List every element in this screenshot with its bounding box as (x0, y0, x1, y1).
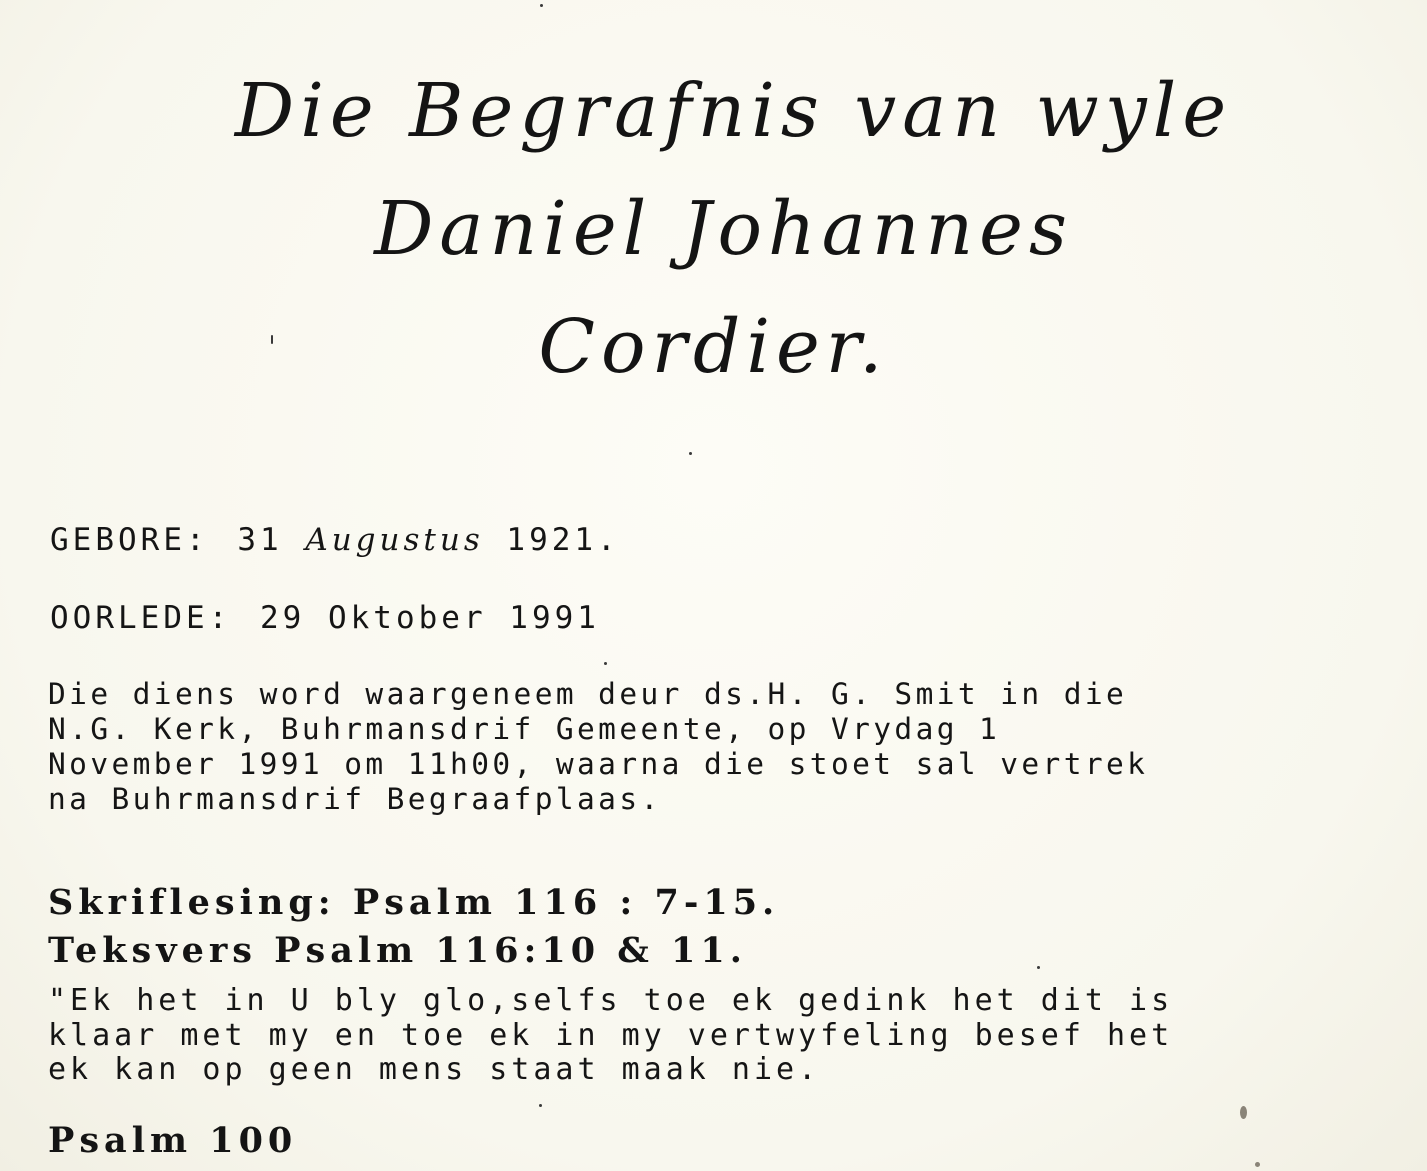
title-line-2: Daniel Johannes (374, 186, 1073, 272)
quote-line: klaar met my en toe ek in my vertwyfeling besef het (48, 1017, 1174, 1053)
born-label: GEBORE: (50, 522, 209, 558)
title-line-3: Cordier. (538, 304, 889, 390)
quote-line: "Ek het in U bly glo,selfs toe ek gedink het dit is (48, 983, 1174, 1018)
scripture-reading: Skriflesing: Psalm 116 : 7-15. (48, 882, 780, 923)
service-line: November 1991 om 11h00, waarna die stoet sal vertrek (48, 747, 1149, 781)
scan-speck (1255, 1162, 1260, 1167)
died-label: OORLEDE: (50, 600, 232, 636)
born-year: 1921. (506, 522, 620, 558)
born-day: 31 (237, 522, 283, 558)
service-paragraph (48, 677, 1408, 817)
scan-speck (539, 1104, 542, 1107)
scan-speck (540, 4, 543, 7)
title-line-1: Die Begrafnis van wyle (234, 68, 1233, 154)
scan-speck (1037, 966, 1040, 969)
scan-speck (271, 335, 273, 344)
scan-speck (1240, 1106, 1247, 1119)
service-line: N.G. Kerk, Buhrmansdrif Gemeente, op Vrydag 1 (48, 712, 1001, 746)
psalm-heading: Psalm 100 (48, 1120, 298, 1161)
died-field (50, 600, 600, 636)
quote-line: ek kan op geen mens staat maak nie. (48, 1052, 821, 1087)
died-date: 29 Oktober 1991 (259, 600, 600, 636)
born-field (50, 522, 620, 558)
text-verse: Teksvers Psalm 116:10 & 11. (48, 930, 747, 971)
born-month: Augustus (305, 522, 484, 558)
verse-quote (48, 984, 1408, 1088)
service-line: Die diens word waargeneem deur ds.H. G. Smit in die (48, 677, 1128, 711)
title-block (0, 52, 1427, 406)
scan-speck (689, 452, 692, 455)
service-line: na Buhrmansdrif Begraafplaas. (48, 782, 662, 816)
scan-speck (604, 662, 607, 665)
